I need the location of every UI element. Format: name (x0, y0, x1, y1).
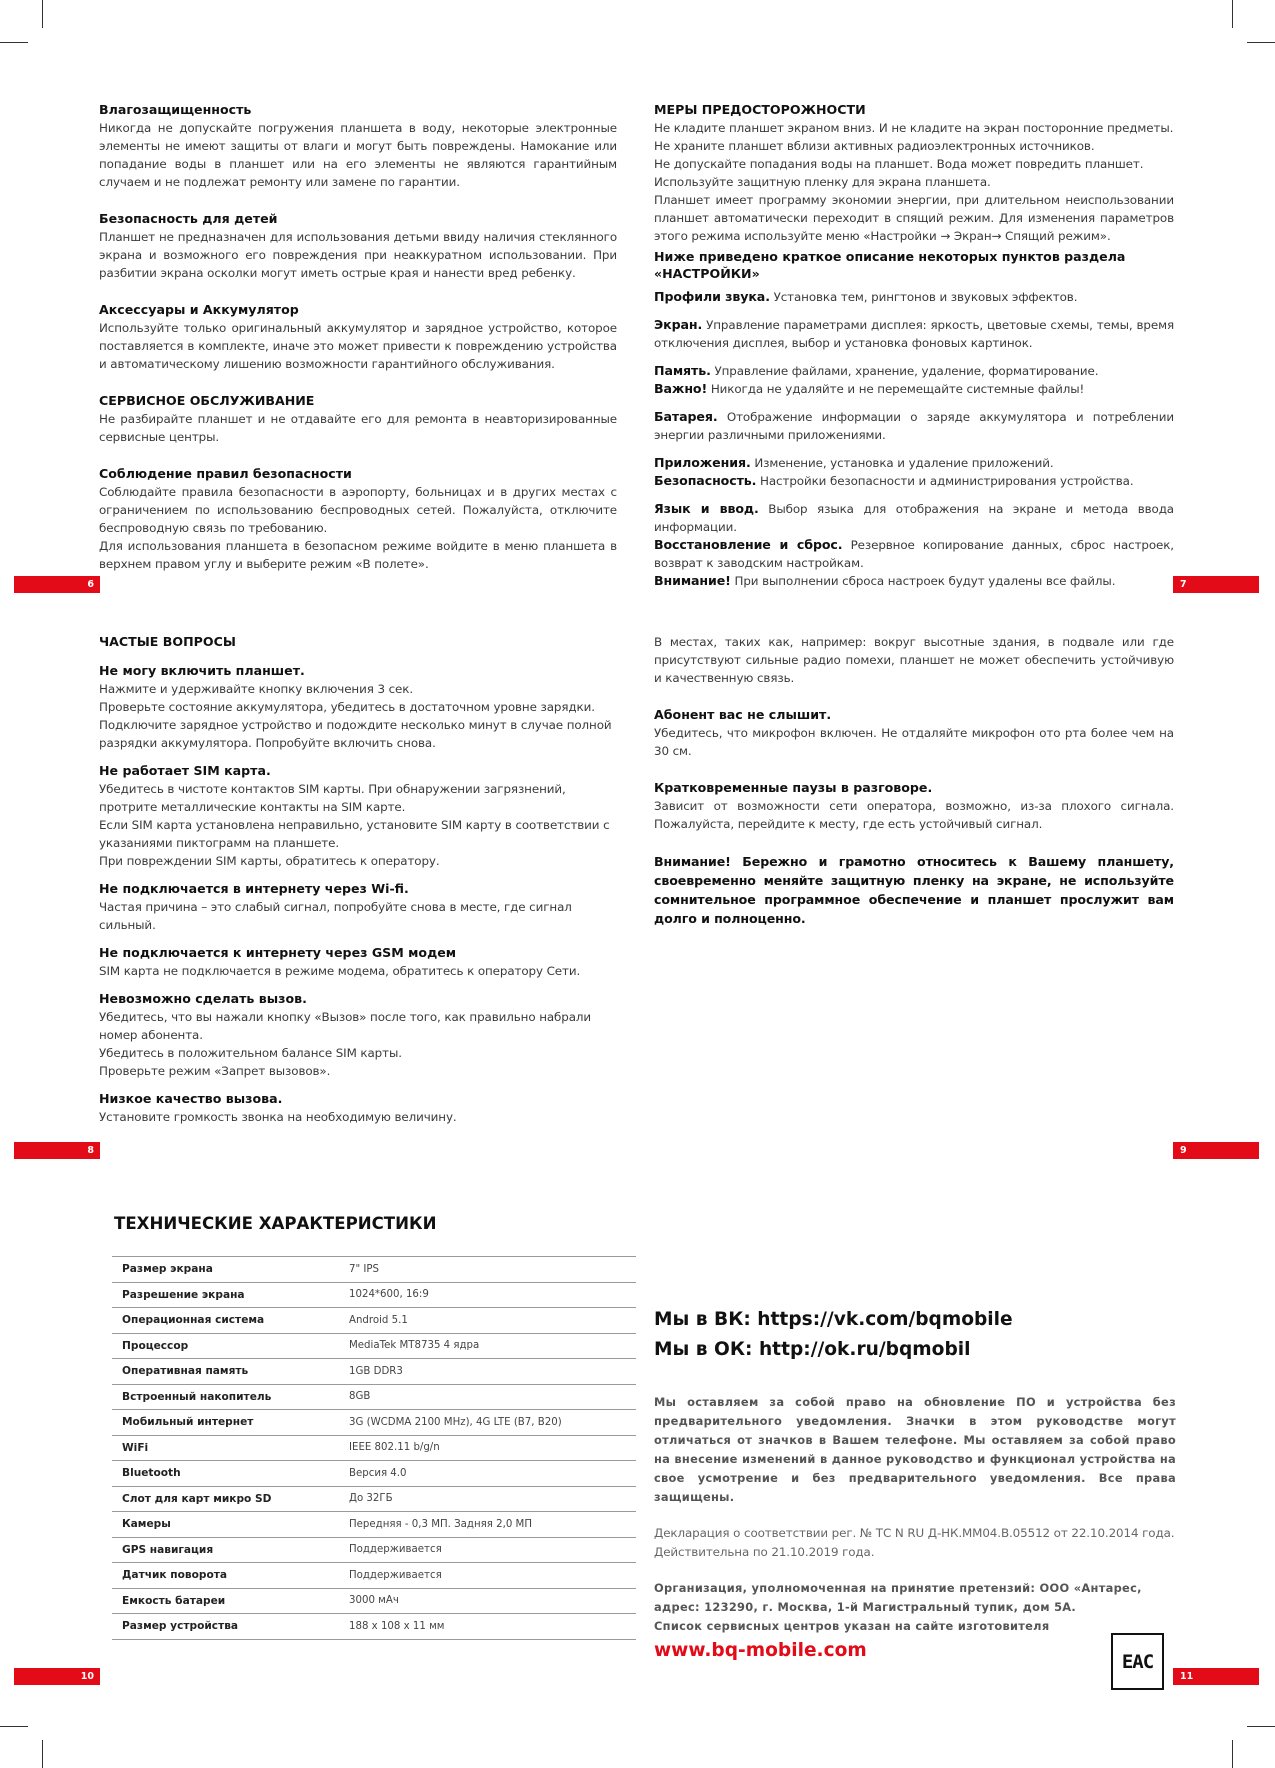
settings-group (654, 454, 1174, 490)
section (99, 301, 617, 373)
settings-item-text: Установка тем, рингтонов и звуковых эффектов. (773, 290, 1078, 304)
spec-name: Размер экрана (112, 1257, 339, 1283)
faq-item (654, 779, 1174, 833)
spec-value: 7" IPS (339, 1257, 636, 1283)
spec-value: Передняя - 0,3 МП. Задняя 2,0 МП (339, 1512, 636, 1538)
faq-item (99, 944, 619, 980)
spec-row (112, 1333, 636, 1359)
spec-value: 3000 мАч (339, 1588, 636, 1614)
crop-mark (1232, 0, 1233, 28)
section-text: Используйте только оригинальный аккумулятор и зарядное устройство, которое поставляется в комплекте, иначе это может привести к повреждению устройства и автоматическому лишению возможности гарантийного обслуживания. (99, 321, 617, 371)
section-text: Соблюдайте правила безопасности в аэропорту, больницах и в других местах с ограничением по использованию беспроводных сетей. Пожалуйста, отключите беспроводную связь по требованию. (99, 485, 617, 535)
spec-row (112, 1512, 636, 1538)
faq-answer: Убедитесь, что вы нажали кнопку «Вызов» после того, как правильно набрали номер абонента. (99, 1010, 592, 1042)
section-title: Соблюдение правил безопасности (99, 466, 352, 481)
page-7-title: МЕРЫ ПРЕДОСТОРОЖНОСТИ (654, 102, 866, 117)
settings-item-label: Внимание! (654, 573, 731, 588)
faq-item (654, 706, 1174, 760)
settings-group (654, 362, 1174, 398)
section-title: Аксессуары и Аккумулятор (99, 302, 299, 317)
settings-item (654, 362, 1174, 380)
faq-item (99, 762, 619, 870)
faq-question: Низкое качество вызова. (99, 1091, 283, 1106)
spec-name: Оперативная память (112, 1359, 339, 1385)
section (99, 101, 617, 191)
eac-mark (1111, 1633, 1164, 1690)
spec-row (112, 1257, 636, 1283)
spec-value: Поддерживается (339, 1537, 636, 1563)
section-text: Не разбирайте планшет и не отдавайте его для ремонта в неавторизированные сервисные центры. (99, 412, 617, 444)
faq-question: Не могу включить планшет. (99, 663, 305, 678)
settings-item-text: Резервное копирование данных, сброс настроек, возврат к заводским настройкам. (654, 538, 1174, 570)
spec-name: Слот для карт микро SD (112, 1486, 339, 1512)
settings-group (654, 500, 1174, 590)
settings-item (654, 288, 1174, 306)
precaution-text: Не кладите планшет экраном вниз. И не кладите на экран посторонние предметы. (654, 121, 1174, 135)
spec-value: 188 х 108 х 11 мм (339, 1614, 636, 1640)
faq-answer: Убедитесь в положительном балансе SIM карты. (99, 1046, 402, 1060)
crop-mark (42, 1740, 43, 1768)
section-text: Планшет не предназначен для использования детьми ввиду наличия стеклянного экрана и возможного его повреждения при неаккуратном использовании. При разбитии экрана осколки могут иметь острые края и нанести вред ребенку. (99, 230, 617, 280)
vk-link[interactable]: Мы в ВК: https://vk.com/bqmobile (654, 1309, 1013, 1330)
page-7-column (654, 101, 1174, 600)
spec-name: Размер устройства (112, 1614, 339, 1640)
faq-answer: Убедитесь в чистоте контактов SIM карты. При обнаружении загрязнений, протрите металлические контакты на SIM карте. (99, 782, 566, 814)
spec-name: Процессор (112, 1333, 339, 1359)
page-9-column (654, 633, 1174, 928)
specs-title (114, 1213, 614, 1235)
precaution-text: Не храните планшет вблизи активных радиоэлектронных источников. (654, 139, 1095, 153)
spec-value: 1024*600, 16:9 (339, 1282, 636, 1308)
faq-question: Невозможно сделать вызов. (99, 991, 307, 1006)
page-7-paragraphs (654, 119, 1174, 245)
page-number-6: 6 (14, 576, 100, 593)
faq-answer: Проверьте режим «Запрет вызовов». (99, 1064, 331, 1078)
section-title: Безопасность для детей (99, 211, 278, 226)
spec-row (112, 1435, 636, 1461)
faq-answer: Подключите зарядное устройство и подождите несколько минут в случае полной разрядки аккумулятора. Попробуйте включить снова. (99, 718, 612, 750)
section-title: СЕРВИСНОЕ ОБСЛУЖИВАНИЕ (99, 393, 315, 408)
settings-item-label: Экран. (654, 317, 703, 332)
faq-question: Не работает SIM карта. (99, 763, 271, 778)
crop-mark (0, 42, 28, 43)
faq-answer: Нажмите и удерживайте кнопку включения 3 сек. (99, 682, 414, 696)
precaution-text: Планшет имеет программу экономии энергии, при длительном неиспользовании планшет автоматически переходит в спящий режим. Для изменения параметров этого режима используйте меню «Настройки → Экран→ Спящий режим». (654, 193, 1174, 243)
spec-value: Android 5.1 (339, 1308, 636, 1334)
faq-answer: Если SIM карта установлена неправильно, установите SIM карту в соответствии с указаниями пиктограмм на планшете. (99, 818, 610, 850)
specs-heading: ТЕХНИЧЕСКИЕ ХАРАКТЕРИСТИКИ (114, 1214, 437, 1233)
faq-question: Кратковременные паузы в разговоре. (654, 780, 933, 795)
settings-item-label: Батарея. (654, 409, 718, 424)
settings-item (654, 572, 1174, 590)
settings-item (654, 536, 1174, 572)
organization-note: Организация, уполномоченная на принятие претензий: ООО «Антарес, адрес: 123290, г. Москва, 1-й Магистральный тупик, дом 5А. (654, 1581, 1142, 1614)
spec-value: 8GB (339, 1384, 636, 1410)
faq-answer: Частая причина – это слабый сигнал, попробуйте снова в месте, где сигнал сильный. (99, 900, 572, 932)
section (99, 465, 617, 573)
specs-table (112, 1256, 636, 1640)
settings-item-label: Безопасность. (654, 473, 757, 488)
spec-name: Емкость батареи (112, 1588, 339, 1614)
spec-row (112, 1563, 636, 1589)
precaution-text: Используйте защитную пленку для экрана планшета. (654, 175, 991, 189)
spec-name: GPS навигация (112, 1537, 339, 1563)
website-link[interactable]: www.bq-mobile.com (654, 1640, 867, 1661)
settings-item-label: Приложения. (654, 455, 751, 470)
faq-item (99, 880, 619, 934)
faq-answer: Установите громкость звонка на необходимую величину. (99, 1110, 457, 1124)
spec-row (112, 1308, 636, 1334)
faq-list (99, 662, 619, 1126)
spec-value: 3G (WCDMA 2100 MHz), 4G LTE (B7, B20) (339, 1410, 636, 1436)
settings-item (654, 408, 1174, 444)
faq-answer: Проверьте состояние аккумулятора, убедитесь в достаточном уровне зарядки. (99, 700, 595, 714)
spec-row (112, 1614, 636, 1640)
settings-item-text: Изменение, установка и удаление приложений. (754, 456, 1054, 470)
settings-item-text: При выполнении сброса настроек будут удалены все файлы. (734, 574, 1116, 588)
crop-mark (1247, 42, 1275, 43)
page-9-sections (654, 706, 1174, 833)
crop-mark (1232, 1740, 1233, 1768)
faq-answer: При повреждении SIM карты, обратитесь к оператору. (99, 854, 440, 868)
page-8-column (99, 633, 619, 1136)
section (99, 392, 617, 446)
page-number-9: 9 (1173, 1142, 1259, 1159)
settings-item-text: Управление файлами, хранение, удаление, форматирование. (714, 364, 1099, 378)
page-number-11: 11 (1173, 1668, 1259, 1685)
settings-item (654, 454, 1174, 472)
faq-question: Не подключается в интернету через Wi-fi. (99, 881, 409, 896)
spec-value: 1GB DDR3 (339, 1359, 636, 1385)
spec-row (112, 1537, 636, 1563)
ok-link[interactable]: Мы в ОК: http://ok.ru/bqmobil (654, 1339, 971, 1360)
faq-question: Не подключается к интернету через GSM модем (99, 945, 457, 960)
settings-item-text: Никогда не удаляйте и не перемещайте системные файлы! (710, 382, 1085, 396)
spec-row (112, 1588, 636, 1614)
faq-question: Абонент вас не слышит. (654, 707, 832, 722)
spec-row (112, 1410, 636, 1436)
crop-mark (42, 0, 43, 28)
crop-mark (0, 1726, 28, 1727)
settings-item-text: Настройки безопасности и администрирования устройства. (760, 474, 1134, 488)
settings-item-text: Управление параметрами дисплея: яркость, цветовые схемы, темы, время отключения дисплея, выбор и установка фоновых картинок. (654, 318, 1174, 350)
spec-name: Встроенный накопитель (112, 1384, 339, 1410)
settings-list (654, 288, 1174, 590)
service-centers-note: Список сервисных центров указан на сайте изготовителя (654, 1619, 1050, 1633)
page-number-8: 8 (14, 1142, 100, 1159)
settings-group (654, 316, 1174, 352)
spec-name: Операционная система (112, 1308, 339, 1334)
page-11-column (654, 1305, 1176, 1636)
settings-item-text: Отображение информации о заряде аккумулятора и потреблении энергии различными приложениями. (654, 410, 1174, 442)
settings-item-label: Восстановление и сброс. (654, 537, 843, 552)
settings-item-text: Выбор языка для отображения на экране и метода ввода информации. (654, 502, 1174, 534)
section-text: Для использования планшета в безопасном режиме войдите в меню планшета в верхнем правом углу и выберите режим «В полете». (99, 539, 617, 571)
settings-item (654, 472, 1174, 490)
spec-row (112, 1486, 636, 1512)
declaration: Декларация о соответствии рег. № ТС N RU Д-НК.ММ04.В.05512 от 22.10.2014 года. Действительна по 21.10.2019 года. (654, 1526, 1175, 1559)
page-7-subtitle: Ниже приведено краткое описание некоторых пунктов раздела «НАСТРОЙКИ» (654, 249, 1126, 281)
spec-row (112, 1461, 636, 1487)
settings-item-label: Язык и ввод. (654, 501, 759, 516)
spec-value: До 32ГБ (339, 1486, 636, 1512)
precaution-text: Не допускайте попадания воды на планшет. Вода может повредить планшет. (654, 157, 1144, 171)
faq-item (99, 662, 619, 752)
page-9-intro: В местах, таких как, например: вокруг высотные здания, в подвале или где присутствуют сильные радио помехи, планшет не может обеспечить устойчивую и качественную связь. (654, 635, 1174, 685)
spec-value: IEEE 802.11 b/g/n (339, 1435, 636, 1461)
spec-row (112, 1282, 636, 1308)
faq-title: ЧАСТЫЕ ВОПРОСЫ (99, 634, 236, 649)
settings-group (654, 408, 1174, 444)
faq-item (99, 1090, 619, 1126)
settings-item (654, 500, 1174, 536)
eac-label: EAC (1121, 1650, 1154, 1673)
care-warning: Внимание! Бережно и грамотно относитесь к Вашему планшету, своевременно меняйте защитную пленку на экране, не используйте сомнительное программное обеспечение и планшет прослужит вам долго и полноценно. (654, 854, 1174, 926)
spec-name: WiFi (112, 1435, 339, 1461)
spec-name: Камеры (112, 1512, 339, 1538)
section-title: Влагозащищенность (99, 102, 252, 117)
settings-item-label: Профили звука. (654, 289, 770, 304)
faq-answer: Зависит от возможности сети оператора, возможно, из-за плохого сигнала. Пожалуйста, перейдите к месту, где есть устойчивый сигнал. (654, 799, 1174, 831)
spec-row (112, 1359, 636, 1385)
spec-name: Разрешение экрана (112, 1282, 339, 1308)
spec-value: MediaTek MT8735 4 ядра (339, 1333, 636, 1359)
faq-answer: Убедитесь, что микрофон включен. Не отдаляйте микрофон ото рта более чем на 30 см. (654, 726, 1174, 758)
settings-group (654, 288, 1174, 306)
page-number-10: 10 (14, 1668, 100, 1685)
page-number-7: 7 (1173, 576, 1259, 593)
faq-item (99, 990, 619, 1080)
spec-value: Поддерживается (339, 1563, 636, 1589)
spec-name: Датчик поворота (112, 1563, 339, 1589)
settings-item (654, 380, 1174, 398)
faq-answer: SIM карта не подключается в режиме модема, обратитесь к оператору Сети. (99, 964, 581, 978)
settings-item-label: Важно! (654, 381, 708, 396)
spec-row (112, 1384, 636, 1410)
settings-item-label: Память. (654, 363, 711, 378)
section (99, 210, 617, 282)
spec-name: Bluetooth (112, 1461, 339, 1487)
page-6-column (99, 101, 617, 592)
rights-note: Мы оставляем за собой право на обновление ПО и устройства без предварительного уведомления. Значки в этом руководстве могут отличаться от значков в Вашем телефоне. Мы оставляем за собой право на внесение изменений в данное руководство и функционал устройства на свое усмотрение и без предварительного уведомления. Все права защищены. (654, 1395, 1177, 1504)
section-text: Никогда не допускайте погружения планшета в воду, некоторые электронные элементы не имеют защиты от влаги и могут быть повреждены. Намокание или попадание воды в планшет или на его элементы не являются гарантийным случаем и не подлежат ремонту или замене по гарантии. (99, 121, 617, 189)
spec-value: Версия 4.0 (339, 1461, 636, 1487)
spec-name: Мобильный интернет (112, 1410, 339, 1436)
crop-mark (1247, 1726, 1275, 1727)
settings-item (654, 316, 1174, 352)
